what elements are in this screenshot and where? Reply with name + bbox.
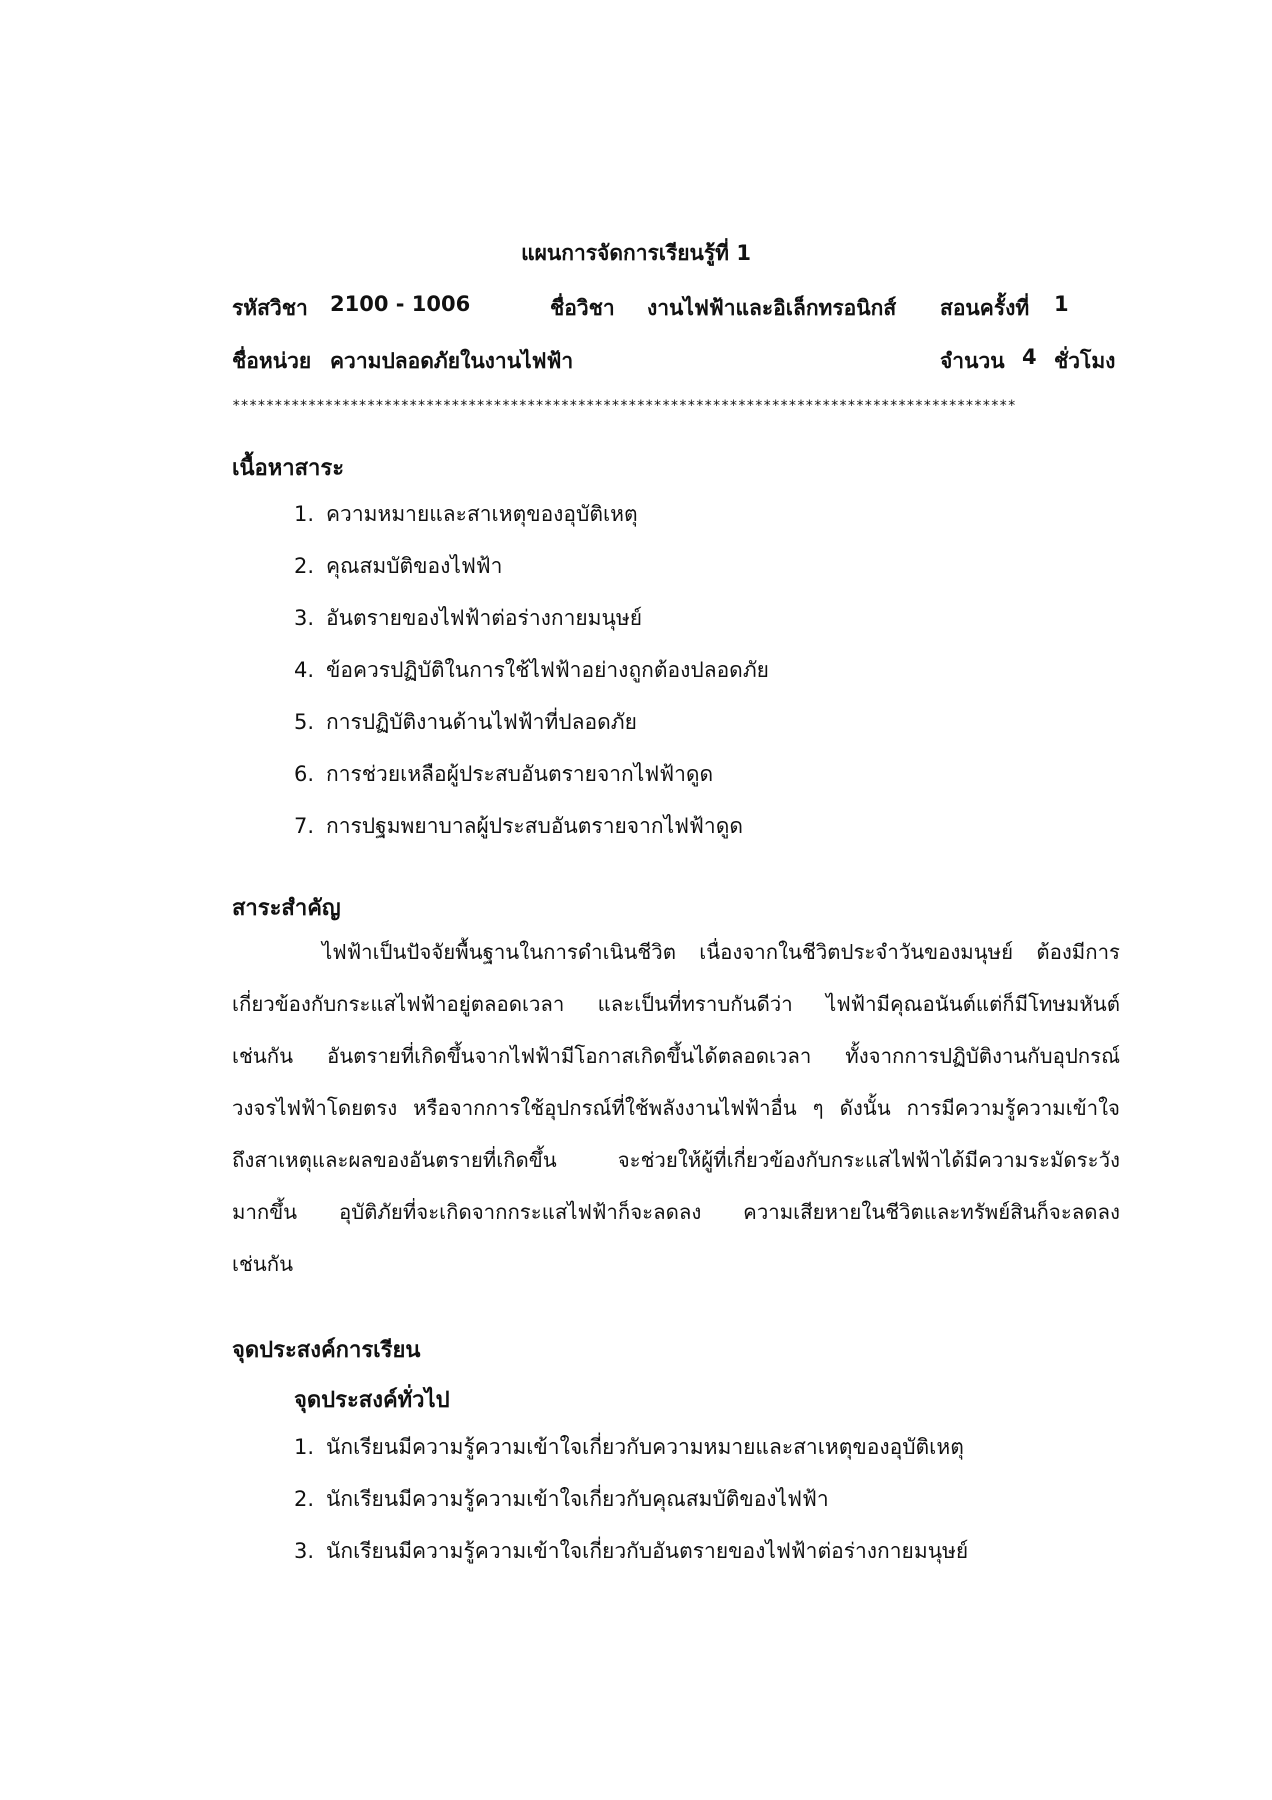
course-code-label: รหัสวิชา bbox=[232, 296, 308, 320]
list-item: 7. การปฐมพยาบาลผู้ประสบอันตรายจากไฟฟ้าดูด bbox=[294, 814, 743, 838]
course-name: งานไฟฟ้าและอิเล็กทรอนิกส์ bbox=[647, 296, 897, 320]
paragraph-line: วงจรไฟฟ้าโดยตรง หรือจากการใช้อุปกรณ์ที่ใช้พลังงานไฟฟ้าอื่น ๆ ดังนั้น การมีความรู้ความเข้าใจ bbox=[232, 1096, 1120, 1120]
hours-count: 4 bbox=[1022, 345, 1037, 369]
unit-info-row bbox=[232, 345, 1120, 377]
unit-label: ชื่อหน่วย bbox=[232, 349, 312, 373]
list-item: 1. ความหมายและสาเหตุของอุบัติเหตุ bbox=[294, 502, 638, 526]
session-number: 1 bbox=[1054, 292, 1069, 316]
list-item: 5. การปฏิบัติงานด้านไฟฟ้าที่ปลอดภัย bbox=[294, 710, 637, 734]
content-list bbox=[294, 494, 769, 858]
separator-line: ********************************************************************************************* bbox=[232, 398, 1016, 414]
paragraph-line: ไฟฟ้าเป็นปัจจัยพื้นฐานในการดำเนินชีวิต เนื่องจากในชีวิตประจำวันของมนุษย์ ต้องมีการ bbox=[322, 940, 1120, 964]
essence-heading: สาระสำคัญ bbox=[232, 896, 341, 921]
list-item: 3. อันตรายของไฟฟ้าต่อร่างกายมนุษย์ bbox=[294, 606, 643, 630]
list-item: 1. นักเรียนมีความรู้ความเข้าใจเกี่ยวกับความหมายและสาเหตุของอุบัติเหตุ bbox=[294, 1435, 964, 1459]
paragraph-line: เกี่ยวข้องกับกระแสไฟฟ้าอยู่ตลอดเวลา และเป็นที่ทราบกันดีว่า ไฟฟ้ามีคุณอนันต์แต่ก็มีโทษมหันต์ bbox=[232, 992, 1120, 1016]
hours-unit: ชั่วโมง bbox=[1054, 349, 1116, 373]
list-item: 3. นักเรียนมีความรู้ความเข้าใจเกี่ยวกับอันตรายของไฟฟ้าต่อร่างกายมนุษย์ bbox=[294, 1539, 969, 1563]
essence-paragraph bbox=[232, 926, 1120, 1290]
course-code: 2100 - 1006 bbox=[330, 292, 471, 316]
hours-label: จำนวน bbox=[940, 349, 1005, 373]
objectives-heading: จุดประสงค์การเรียน bbox=[232, 1338, 421, 1363]
paragraph-line: ถึงสาเหตุและผลของอันตรายที่เกิดขึ้น จะช่วยให้ผู้ที่เกี่ยวข้องกับกระแสไฟฟ้าได้มีความระมัดระวัง bbox=[232, 1148, 1120, 1172]
paragraph-line: เช่นกัน bbox=[232, 1252, 294, 1276]
list-item: 2. นักเรียนมีความรู้ความเข้าใจเกี่ยวกับคุณสมบัติของไฟฟ้า bbox=[294, 1487, 829, 1511]
list-item: 6. การช่วยเหลือผู้ประสบอันตรายจากไฟฟ้าดูด bbox=[294, 762, 714, 786]
list-item: 4. ข้อควรปฏิบัติในการใช้ไฟฟ้าอย่างถูกต้องปลอดภัย bbox=[294, 658, 769, 682]
course-info-row bbox=[232, 292, 1120, 324]
content-heading: เนื้อหาสาระ bbox=[232, 456, 345, 481]
unit-name: ความปลอดภัยในงานไฟฟ้า bbox=[330, 349, 574, 373]
course-name-label: ชื่อวิชา bbox=[550, 296, 615, 320]
objectives-list bbox=[294, 1427, 968, 1583]
paragraph-line: มากขึ้น อุบัติภัยที่จะเกิดจากกระแสไฟฟ้าก็จะลดลง ความเสียหายในชีวิตและทรัพย์สินก็จะลดลง bbox=[232, 1200, 1120, 1224]
list-item: 2. คุณสมบัติของไฟฟ้า bbox=[294, 554, 503, 578]
session-label: สอนครั้งที่ bbox=[940, 296, 1030, 320]
general-objectives-heading: จุดประสงค์ทั่วไป bbox=[294, 1388, 450, 1413]
plan-title: แผนการจัดการเรียนรู้ที่ 1 bbox=[521, 241, 751, 265]
paragraph-line: เช่นกัน อันตรายที่เกิดขึ้นจากไฟฟ้ามีโอกาสเกิดขึ้นได้ตลอดเวลา ทั้งจากการปฏิบัติงานกับอุปกรณ์ bbox=[232, 1044, 1120, 1068]
